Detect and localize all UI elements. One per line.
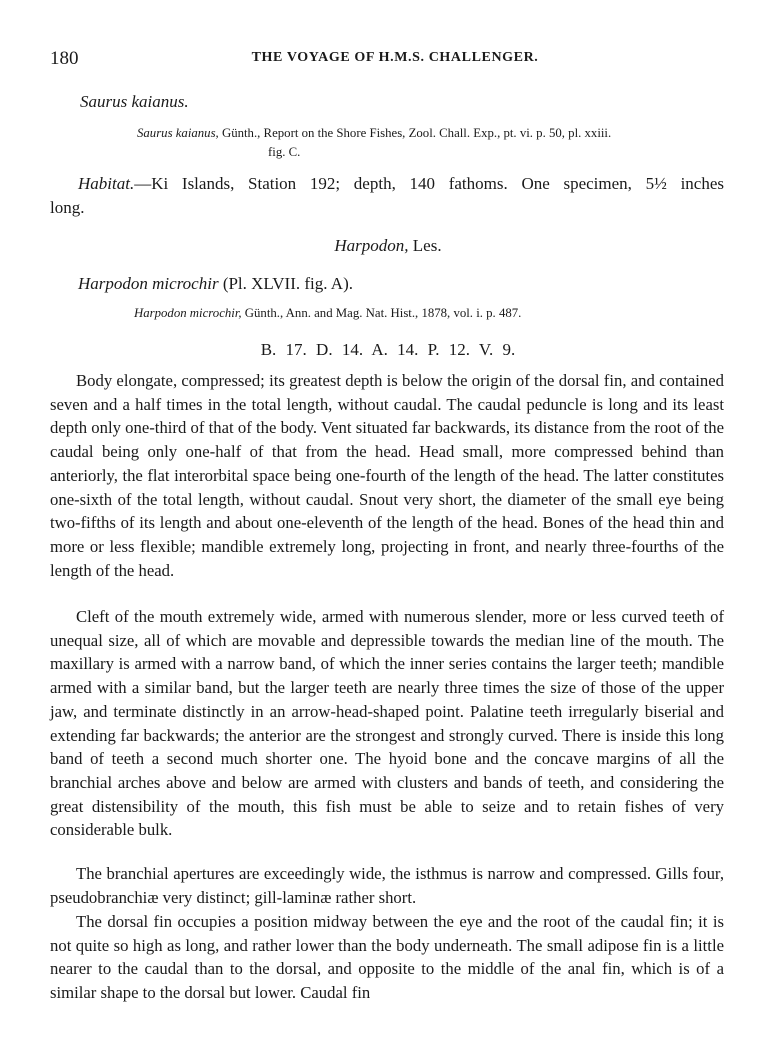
habitat-text: —Ki Islands, Station 192; depth, 140 fathoms. One specimen, 5½ inches: [134, 174, 724, 193]
harpodon-reference: [134, 306, 521, 321]
saurus-reference: [137, 126, 611, 141]
harpodon-species-heading: [78, 274, 353, 294]
saurus-reference-text: Günth., Report on the Shore Fishes, Zool. Chall. Exp., pt. vi. p. 50, pl. xxiii.: [218, 126, 612, 140]
saurus-reference-continued: fig. C.: [268, 145, 301, 159]
habitat-label: Habitat.: [78, 174, 135, 193]
saurus-reference-name: Saurus kaianus,: [137, 126, 219, 140]
harpodon-genus-heading: [0, 236, 776, 256]
harpodon-plate-ref: (Pl. XLVII. fig. A).: [218, 274, 353, 293]
genus-name: Harpodon,: [334, 236, 409, 255]
description-paragraph-fins: The dorsal fin occupies a position midway between the eye and the root of the caudal fin; it is not quite so high as long, and rather lower than the body underneath. The small adipose fin is a little nearer to the caudal than to the dorsal, and opposite to the middle of the anal fin, which is of a similar shape to the dorsal but lower. Caudal fin: [50, 912, 724, 1003]
fin-ray-formula: B. 17. D. 14. A. 14. P. 12. V. 9.: [260, 340, 516, 359]
page-header: [50, 48, 740, 72]
description-paragraph-body: Body elongate, compressed; its greatest depth is below the origin of the dorsal fin, and contained seven and a half times in the total length, without caudal. The caudal peduncle is long and its least depth only one-third of that of the body. Vent situated far backwards, its distance from the root of the caudal being only one-half of that from the head. Head small, more compressed behind than anteriorly, the flat interorbital space being one-fourth of the length of the head. The latter constitutes one-sixth of the total length, without caudal. Snout very short, the diameter of the small eye being two-fifths of its length and about one-eleventh of the length of the head. Bones of the head thin and more or less flexible; mandible extremely long, projecting in front, and nearly three-fourths of the length of the head.: [50, 371, 724, 580]
genus-author: Les.: [408, 236, 442, 255]
description-paragraph-mouth: Cleft of the mouth extremely wide, armed with numerous slender, more or less curved teeth of unequal size, all of which are movable and depressible towards the median line of the mouth. The maxillary is armed with a narrow band, of which the inner series contains the larger teeth; mandible armed with a similar band, but the larger teeth are nearly three times the size of those of the upper jaw, and terminate distinctly in an arrow-head-shaped point. Palatine teeth irregularly biserial and extending far backwards; the anterior are the strongest and strongly curved. There is inside this long band of teeth a second much shorter one. The hyoid bone and the concave margins of all the branchial arches above and below are armed with clusters and bands of teeth, and considering the great distensibility of the mouth, this fish must be able to seize and to retain fishes of very considerable bulk.: [50, 607, 724, 840]
harpodon-reference-text: Günth., Ann. and Mag. Nat. Hist., 1878, vol. i. p. 487.: [241, 306, 522, 320]
running-title: THE VOYAGE OF H.M.S. CHALLENGER.: [251, 50, 539, 65]
saurus-species-heading: Saurus kaianus.: [80, 92, 189, 111]
description-paragraph-gills: The branchial apertures are exceedingly wide, the isthmus is narrow and compressed. Gills four, pseudobranchiæ very distinct; gill-laminæ rather short.: [50, 864, 724, 907]
harpodon-reference-name: Harpodon microchir,: [134, 306, 242, 320]
saurus-habitat: [78, 174, 724, 194]
page-number: 180: [50, 48, 79, 69]
saurus-habitat-continued: long.: [50, 198, 85, 217]
harpodon-species-name: Harpodon microchir: [78, 274, 219, 293]
